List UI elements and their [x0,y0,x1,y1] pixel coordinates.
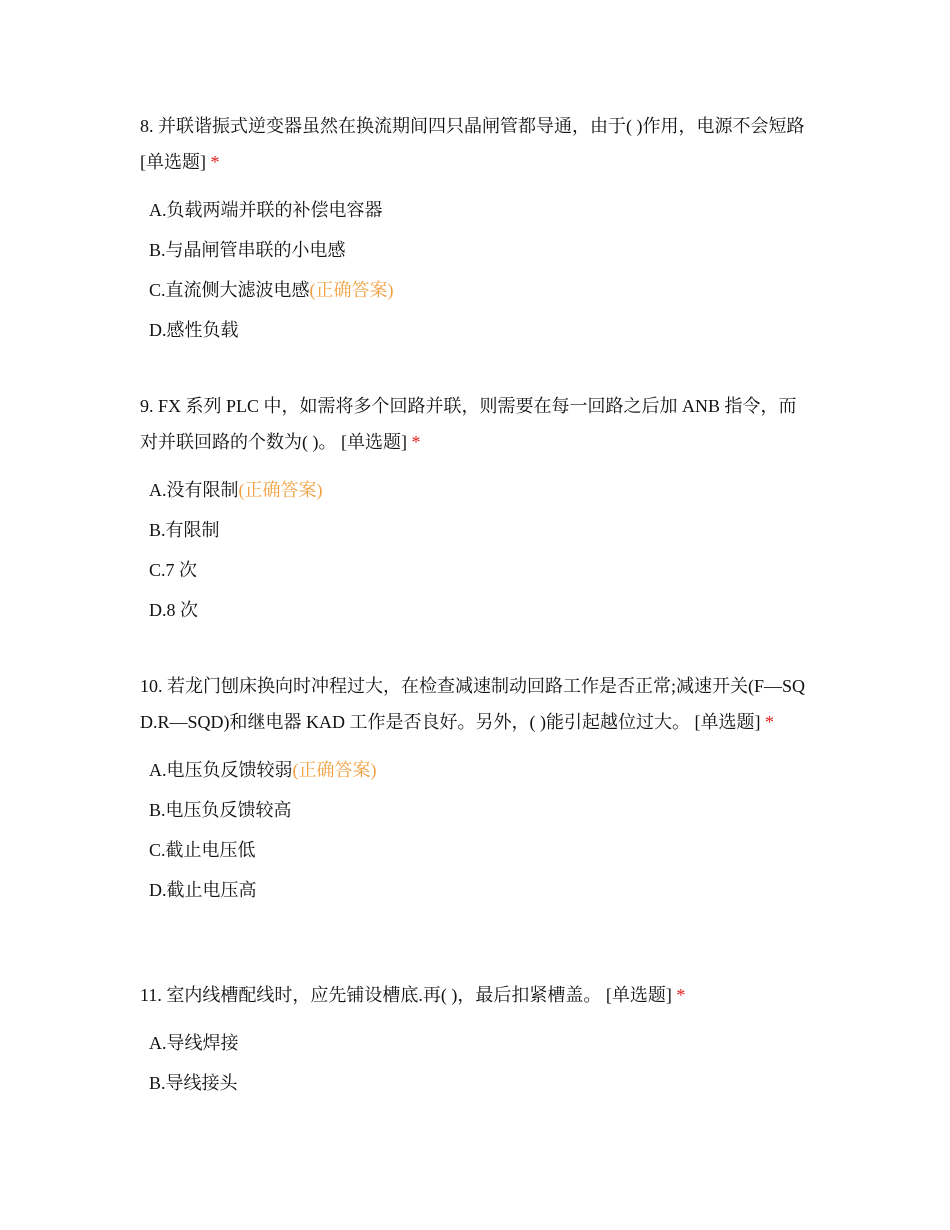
question-title [140,108,812,180]
question-type-label: [单选题] [694,712,761,732]
option-b[interactable] [149,790,812,830]
required-mark: * [210,152,220,172]
option-a[interactable] [149,1023,812,1063]
question-8 [140,108,812,350]
option-text: D.截止电压高 [149,880,257,900]
option-a[interactable] [149,470,812,510]
option-text: B.导线接头 [149,1073,238,1093]
option-list [149,190,812,350]
option-text: B.电压负反馈较高 [149,800,292,820]
question-10 [140,668,812,910]
option-text: C.7 次 [149,560,198,580]
correct-answer-tag: (正确答案) [309,280,394,300]
option-text: A.导线焊接 [149,1033,239,1053]
option-text: A.电压负反馈较弱 [149,760,293,780]
question-type-label: [单选题] [341,432,407,452]
option-b[interactable] [149,510,812,550]
question-title [140,388,812,460]
option-list [149,470,812,630]
option-text: C.截止电压低 [149,840,256,860]
option-text: C.直流侧大滤波电感 [149,280,310,300]
option-b[interactable] [149,1063,812,1103]
correct-answer-tag: (正确答案) [238,480,323,500]
option-text: D.感性负载 [149,320,239,340]
correct-answer-tag: (正确答案) [292,760,377,780]
question-title [140,668,812,740]
question-type-label: [单选题] [140,152,206,172]
required-mark: * [765,712,774,732]
option-a[interactable] [149,190,812,230]
option-b[interactable] [149,230,812,270]
option-text: A.没有限制 [149,480,239,500]
question-text: 9. FX 系列 PLC 中，如需将多个回路并联，则需要在每一回路之后加 ANB 指令，而对并联回路的个数为( )。 [140,396,797,452]
option-text: B.有限制 [149,520,220,540]
question-11 [140,977,812,1103]
required-mark: * [411,432,421,452]
question-text: 8. 并联谐振式逆变器虽然在换流期间四只晶闸管都导通，由于( )作用，电源不会短路 [140,116,805,136]
option-c[interactable] [149,550,812,590]
option-list [149,1023,812,1103]
question-title [140,977,812,1013]
required-mark: * [676,985,686,1005]
option-c[interactable] [149,830,812,870]
option-d[interactable] [149,870,812,910]
option-text: D.8 次 [149,600,198,620]
option-text: A.负载两端并联的补偿电容器 [149,200,383,220]
option-d[interactable] [149,310,812,350]
option-text: B.与晶闸管串联的小电感 [149,240,346,260]
option-a[interactable] [149,750,812,790]
option-list [149,750,812,910]
question-type-label: [单选题] [605,985,672,1005]
question-9 [140,388,812,630]
question-text: 11. 室内线槽配线时，应先铺设槽底.再( )，最后扣紧槽盖。 [140,985,602,1005]
question-text: 10. 若龙门刨床换向时冲程过大，在检查减速制动回路工作是否正常;减速开关(F—SQD.R—SQD)和继电器 KAD 工作是否良好。另外，( )能引起越位过大。 [140,676,806,732]
option-c[interactable] [149,270,812,310]
option-d[interactable] [149,590,812,630]
